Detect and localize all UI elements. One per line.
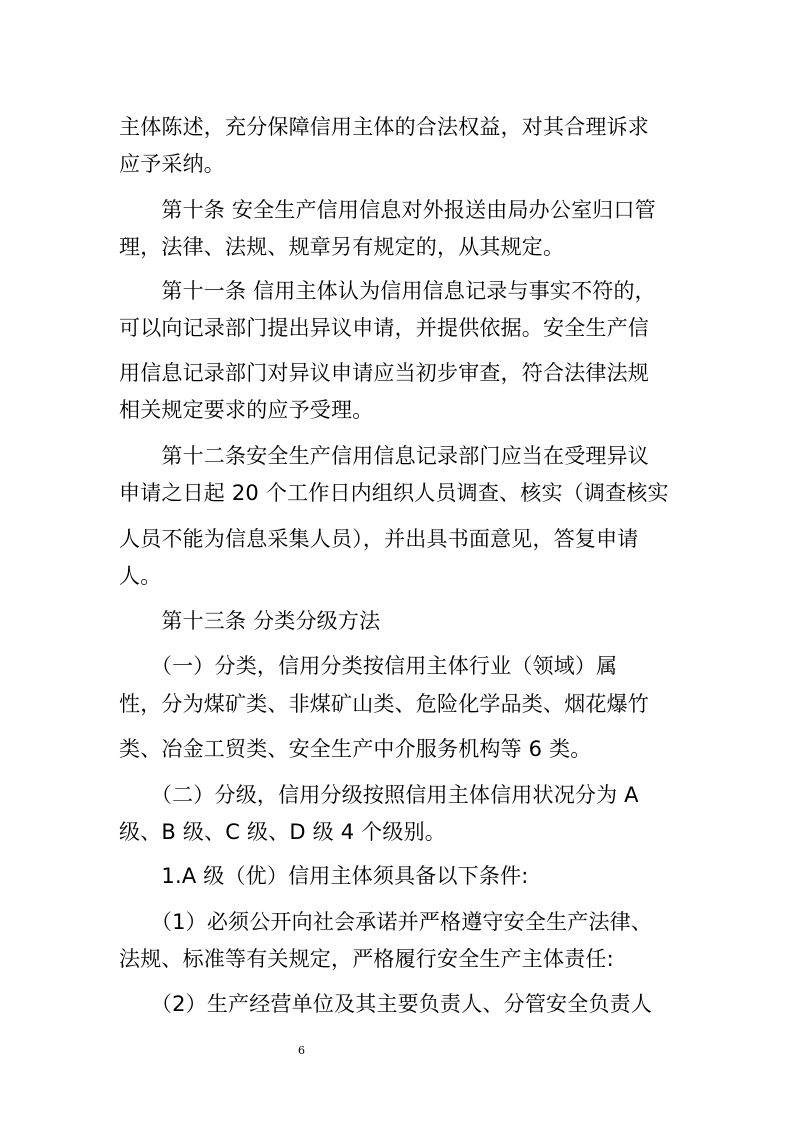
grading-line: （二）分级，信用分级按照信用主体信用状况分为 A [119, 783, 639, 807]
condition-1-line: （1）必须公开向社会承诺并严格遵守安全生产法律、 [119, 910, 653, 934]
body-text-line: 级、B 级、C 级、D 级 4 个级别。 [119, 820, 446, 844]
body-text-line: 主体陈述，充分保障信用主体的合法权益，对其合理诉求 [119, 115, 649, 139]
body-text-line: 可以向记录部门提出异议申请，并提供依据。安全生产信 [119, 316, 649, 340]
body-text-line: 用信息记录部门对异议申请应当初步审查，符合法律法规 [119, 361, 649, 385]
body-text-line: 人员不能为信息采集人员），并出具书面意见，答复申请 [119, 527, 639, 551]
body-text-line: 性，分为煤矿类、非煤矿山类、危险化学品类、烟花爆竹 [119, 692, 649, 716]
grade-a-heading-line: 1.A 级（优）信用主体须具备以下条件: [119, 864, 529, 888]
body-text-line: 应予采纳。 [119, 152, 225, 176]
body-text-line: 相关规定要求的应予受理。 [119, 398, 374, 422]
body-text-line: 申请之日起 20 个工作日内组织人员调查、核实（调查核实 [119, 481, 669, 505]
body-text-line: 人。 [119, 564, 162, 588]
article-10-line: 第十条 安全生产信用信息对外报送由局办公室归口管 [119, 198, 656, 222]
article-11-line: 第十一条 信用主体认为信用信息记录与事实不符的， [119, 279, 656, 303]
condition-2-line: （2）生产经营单位及其主要负责人、分管安全负责人 [119, 992, 653, 1016]
page-number: 6 [298, 1044, 305, 1057]
body-text-line: 类、冶金工贸类、安全生产中介服务机构等 6 类。 [119, 737, 592, 761]
body-text-line: 法规、标准等有关规定，严格履行安全生产主体责任: [119, 947, 614, 971]
classification-line: （一）分类，信用分类按信用主体行业（领域）属 [119, 654, 618, 678]
article-13-line: 第十三条 分类分级方法 [119, 609, 381, 633]
article-12-line: 第十二条安全生产信用信息记录部门应当在受理异议 [119, 444, 649, 468]
body-text-line: 理，法律、法规、规章另有规定的，从其规定。 [119, 235, 565, 259]
